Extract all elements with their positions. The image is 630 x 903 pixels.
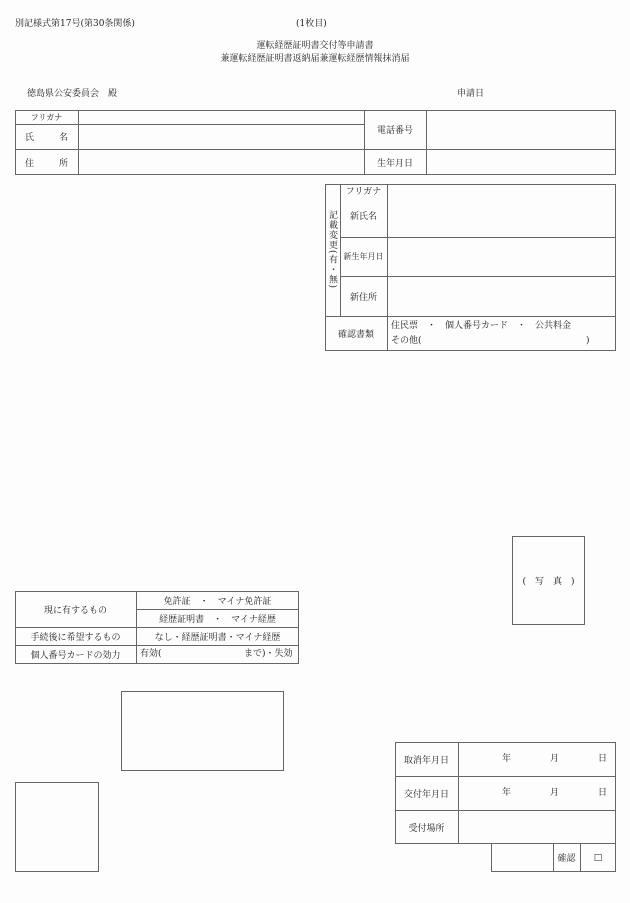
name-label-part2: 名 — [58, 133, 68, 143]
address-label — [15, 149, 78, 175]
confirm-label: 確認 — [557, 854, 576, 864]
furigana-label: フリガナ — [30, 112, 63, 122]
mynumber-validity-end[interactable]: まで)・失効 — [244, 649, 293, 659]
verification-options-line1[interactable]: 住民票 ・ 個人番号カード ・ 公共料金 — [391, 321, 572, 331]
form-title-line1: 運転経歴証明書交付等申請書 — [256, 41, 374, 51]
verification-doc-label: 確認書類 — [337, 330, 374, 340]
form-number: 別記様式第17号(第30条関係) — [15, 19, 135, 29]
issue-date-label: 交付年月日 — [403, 789, 449, 800]
phone-label: 電話番号 — [376, 126, 413, 136]
reception-place-field[interactable] — [459, 811, 615, 843]
address-label-part2: 所 — [58, 158, 68, 169]
verification-other-end: ) — [586, 336, 590, 346]
reception-place-label: 受付場所 — [408, 823, 445, 834]
mynumber-validity-label: 個人番号カードの効力 — [30, 651, 121, 661]
issue-month-label: 月 — [550, 788, 560, 798]
new-address-label: 新住所 — [349, 292, 377, 303]
name-field[interactable] — [79, 125, 363, 149]
desired-after-label: 手続後に希望するもの — [30, 632, 121, 643]
change-side-label: 記載変更(有・無) — [327, 210, 337, 290]
mynumber-validity-start[interactable]: 有効( — [140, 649, 162, 659]
furigana-field[interactable] — [79, 111, 363, 124]
verification-other-start[interactable]: その他( — [391, 336, 422, 346]
confirm-checkbox[interactable]: □ — [593, 852, 603, 863]
new-birthdate-field[interactable] — [388, 238, 615, 276]
birthdate-label: 生年月日 — [376, 158, 413, 169]
new-birthdate-label: 新生年月日 — [343, 252, 384, 261]
cancel-date-label: 取消年月日 — [403, 755, 449, 766]
address-label-part1: 住 — [25, 158, 35, 169]
cancel-day-label: 日 — [598, 754, 608, 764]
name-label — [15, 124, 78, 149]
desired-after-options[interactable]: なし・経歴証明書・マイナ経歴 — [154, 632, 281, 643]
new-name-field[interactable] — [388, 185, 615, 237]
name-label-part1: 氏 — [25, 133, 35, 143]
issue-year-label: 年 — [502, 788, 512, 798]
issue-day-label: 日 — [598, 788, 608, 798]
photo-label: ( 写 真 ) — [522, 577, 575, 587]
application-date-label: 申請日 — [457, 89, 485, 99]
form-title-line2: 兼運転経歴証明書返納届兼運転経歴情報抹消届 — [220, 54, 410, 64]
new-name-label: 新氏名 — [349, 211, 377, 222]
addressee: 徳島県公安委員会 殿 — [27, 89, 118, 99]
current-holdings-label: 現に有するもの — [43, 605, 107, 616]
new-address-field[interactable] — [388, 277, 615, 316]
cancel-year-label: 年 — [502, 754, 512, 764]
revenue-stamp-box — [15, 782, 99, 872]
stamp-box — [121, 691, 284, 771]
birthdate-field[interactable] — [427, 150, 615, 174]
current-holdings-option2[interactable]: 経歴証明書 ・ マイナ経歴 — [159, 614, 276, 625]
address-field[interactable] — [79, 150, 363, 174]
new-furigana-label: フリガナ — [345, 186, 382, 197]
page-indicator: (1枚目) — [296, 19, 327, 29]
current-holdings-option1[interactable]: 免許証 ・ マイナ免許証 — [163, 596, 272, 607]
cancel-month-label: 月 — [550, 754, 560, 764]
phone-field[interactable] — [427, 111, 615, 149]
